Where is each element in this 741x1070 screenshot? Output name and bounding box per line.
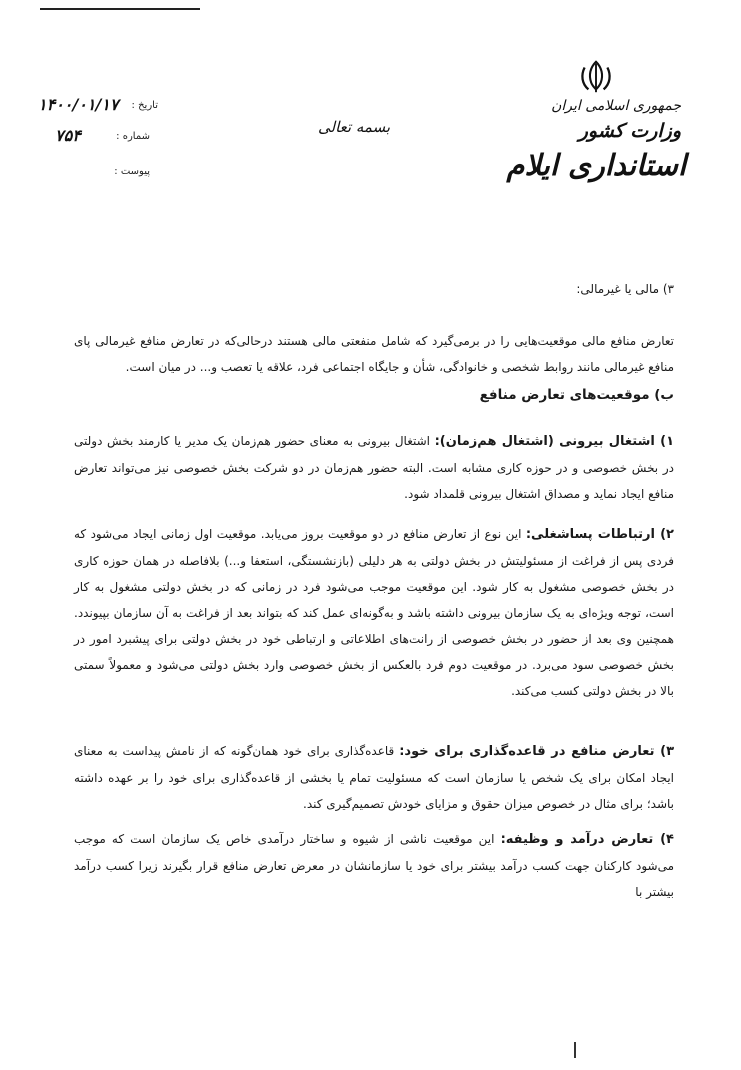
- page-marker: [574, 1042, 576, 1058]
- top-rule: [40, 8, 200, 10]
- meta-number: [55, 126, 150, 149]
- item-text: این موقعیت ناشی از شیوه و ساختار درآمدی خاص یک سازمان است که موجب می‌شود کارکنان جهت کسب درآمد بیشتر برای خود یا سازمانشان در معرض تعارض منافع قرار بگیرند زیرا کسب درآمد بیشتر با: [74, 832, 674, 899]
- list-item: [74, 428, 674, 507]
- letterhead-province: استانداری ایلام: [506, 148, 686, 182]
- item-text: قاعده‌گذاری برای خود همان‌گونه که از نامش پیداست به معنای ایجاد امکان برای یک شخص یا سازمان است که مسئولیت تمام یا بخشی از قاعده‌گذاری برای خود را بر عهده داشته باشد؛ برای مثال در خصوص میزان حقوق و مزایای خودش تصمیم‌گیری کند.: [74, 744, 674, 811]
- number-label: شماره :: [116, 131, 150, 142]
- number-value: ۷۵۴: [55, 126, 81, 145]
- letterhead-republic: جمهوری اسلامی ایران: [551, 98, 681, 114]
- intro-paragraph: [74, 328, 674, 380]
- section-b-heading-text: ب) موقعیت‌های تعارض منافع: [479, 387, 674, 403]
- letterhead-ministry: وزارت کشور: [578, 120, 681, 142]
- date-label: تاریخ :: [131, 100, 158, 111]
- section-b-heading: [74, 382, 674, 408]
- item-title: ۲) ارتباطات پساشغلی:: [525, 527, 674, 542]
- list-item: [74, 521, 674, 704]
- basmala: بسمه تعالی: [318, 118, 391, 136]
- intro-paragraph-text: تعارض منافع مالی موقعیت‌هایی را در برمی‌گیرد که شامل منفعتی مالی هستند درحالی‌که در تعارض منافع غیرمالی پای منافع غیرمالی مانند روابط شخصی و خانوادگی، شأن و جایگاه اجتماعی فرد، علاقه یا تعصب و... در میان است.: [74, 334, 674, 374]
- list-item: [74, 826, 674, 905]
- intro-heading: [74, 276, 674, 302]
- item-title: ۴) تعارض درآمد و وظیفه:: [500, 832, 674, 847]
- item-title: ۳) تعارض منافع در قاعده‌گذاری برای خود:: [399, 744, 674, 759]
- list-item: [74, 738, 674, 817]
- intro-heading-text: ۳) مالی یا غیرمالی:: [576, 282, 674, 296]
- item-title: ۱) اشتغال بیرونی (اشتغال هم‌زمان):: [434, 434, 674, 449]
- attachment-label: پیوست :: [114, 166, 150, 177]
- meta-attachment: [105, 166, 150, 184]
- meta-date: [38, 95, 158, 118]
- item-text: اشتغال بیرونی به معنای حضور هم‌زمان یک مدیر یا کارمند بخش دولتی در بخش خصوصی و در حوزه کاری مشابه است. البته حضور هم‌زمان در دو شرکت بخش خصوصی نیز می‌تواند تعارض منافع ایجاد نماید و مصداق اشتغال بیرونی قلمداد شود.: [74, 434, 674, 501]
- item-text: این نوع از تعارض منافع در دو موقعیت بروز می‌یابد. موقعیت اول زمانی ایجاد می‌شود که فردی پس از فراغت از مسئولیتش در بخش دولتی به هر دلیلی (بازنشستگی، استعفا و...) بلافاصله در همان حوزه کاری در بخش خصوصی مشغول به کار شود. این موقعیت موجب می‌شود فرد در زمانی که در بخش دولتی مشغول به کار است، توجه ویژه‌ای به یک سازمان بیرونی داشته باشد و به‌گونه‌ای عمل کند که بتواند بعد از فراغت به آن سازمان بپیوندد. همچنین وی بعد از حضور در بخش خصوصی از رانت‌های اطلاعاتی و ارتباطی خود در بخش دولتی برای پیشبرد امور در بخش خصوصی سود می‌برد. در موقعیت دوم فرد بالعکس از بخش خصوصی وارد بخش دولتی می‌شود و معمولاً سمتی بالا در بخش دولتی کسب می‌کند.: [74, 527, 674, 698]
- date-value: ۱۴۰۰/۰۱/۱۷: [38, 95, 119, 114]
- iran-emblem-icon: [577, 58, 615, 96]
